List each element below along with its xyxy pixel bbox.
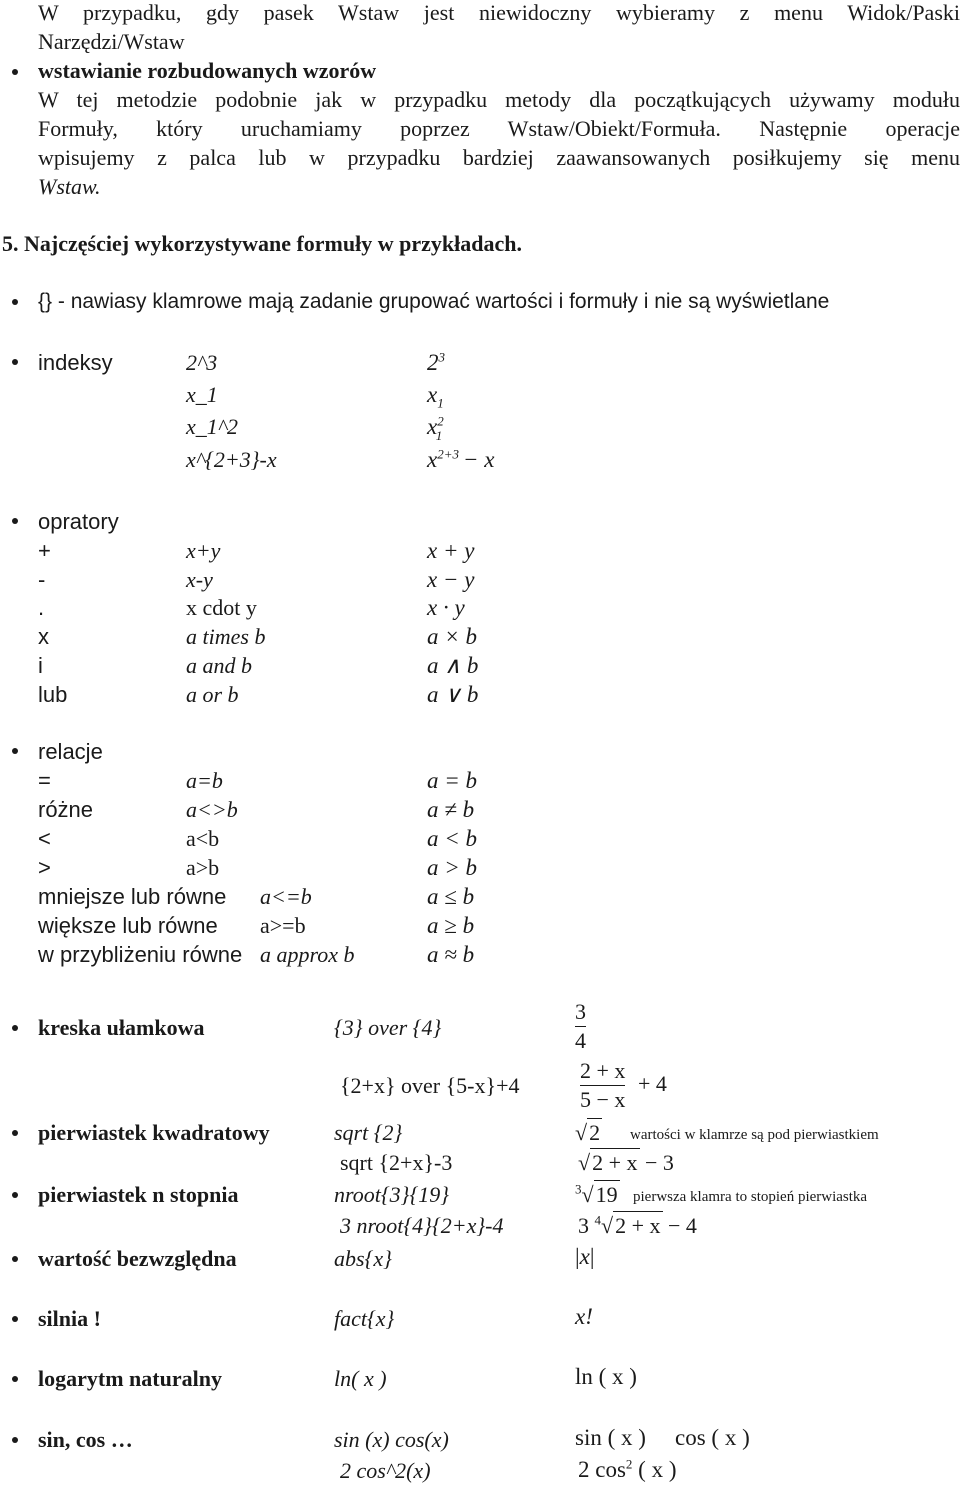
operator-result: x − y (427, 567, 475, 592)
relation-symbol: = (38, 768, 51, 793)
operator-code: x-y (186, 567, 213, 592)
radical-icon: √ (578, 1150, 591, 1175)
opratory-label: opratory (38, 509, 119, 534)
ln-label: logarytm naturalny (38, 1366, 222, 1391)
bullet-icon (12, 518, 18, 524)
trig-result-sin: sin ( x ) (575, 1425, 646, 1450)
fraction-result-2: 2 + x 5 − x (580, 1058, 626, 1112)
sqrt-label: pierwiastek kwadratowy (38, 1120, 270, 1145)
operator-symbol: x (38, 624, 49, 649)
bullet-icon (12, 359, 18, 365)
operator-symbol: . (38, 595, 45, 620)
paragraph-line-4: Wstaw. (38, 174, 101, 199)
braces-note: {} - nawiasy klamrowe mają zadanie grupować wartości i formuły i nie są wyświetlane (38, 290, 830, 313)
bullet-icon (12, 1025, 18, 1031)
operator-result: a × b (427, 624, 478, 649)
operator-code: a times b (186, 624, 266, 649)
fact-label: silnia ! (38, 1306, 101, 1331)
index-result (427, 351, 445, 374)
radical-icon: √ (581, 1182, 594, 1207)
index-sub: 1 (437, 395, 444, 411)
relation-code: a approx b (260, 942, 355, 967)
paragraph-line-3: wpisujemy z palca lub w przypadku bardziej zaawansowanych posiłkujemy się menu (38, 145, 960, 170)
radical-icon: √ (601, 1213, 614, 1238)
relation-symbol: mniejsze lub równe (38, 884, 227, 909)
fraction-label: kreska ułamkowa (38, 1015, 205, 1040)
radical-icon: √ (575, 1120, 588, 1145)
bullet-icon (12, 1192, 18, 1198)
bullet-icon (12, 299, 18, 305)
index-code: 2^3 (186, 350, 218, 375)
abs-result: |x| (575, 1244, 595, 1269)
section-title-wzory: wstawianie rozbudowanych wzorów (38, 58, 377, 83)
operator-result: a ∧ b (427, 653, 479, 678)
operator-result: x · y (427, 595, 465, 620)
relation-code: a<>b (186, 797, 238, 822)
relation-symbol: większe lub równe (38, 913, 218, 938)
relation-symbol: w przybliżeniu równe (38, 942, 243, 967)
index-sup: 2+3 (437, 446, 459, 462)
index-code: x^{2+3}-x (186, 447, 277, 472)
operator-symbol: i (38, 653, 43, 678)
index-sup: 3 (438, 349, 445, 365)
index-base: 2 (427, 350, 439, 375)
operator-result: a ∨ b (427, 682, 479, 707)
index-code: x_1^2 (186, 414, 239, 439)
relation-code: a>b (186, 855, 220, 880)
intro-line-1: W przypadku, gdy pasek Wstaw jest niewidoczny wybieramy z menu Widok/Paski (38, 0, 960, 25)
relation-result: a ≈ b (427, 942, 475, 967)
relation-symbol: różne (38, 797, 94, 822)
intro-line-2: Narzędzi/Wstaw (38, 29, 185, 54)
operator-symbol: + (38, 538, 51, 563)
operator-symbol: - (38, 567, 46, 592)
paragraph-line-2: Formuły, który uruchamiamy poprzez Wstaw/Obiekt/Formuła. Następnie operacje (38, 116, 960, 141)
bullet-icon (12, 1130, 18, 1136)
nroot-note: pierwsza klamra to stopień pierwiastka (633, 1189, 868, 1205)
fraction-tail-2: + 4 (638, 1071, 667, 1096)
index-code: x_1 (186, 382, 218, 407)
indeksy-label: indeksy (38, 350, 113, 375)
index-base: x (427, 414, 438, 439)
abs-label: wartość bezwzględna (38, 1246, 237, 1271)
relation-result: a > b (427, 855, 478, 880)
relation-result: a < b (427, 826, 478, 851)
trig-result-cos: cos ( x ) (675, 1425, 750, 1450)
relation-result: a ≥ b (427, 913, 475, 938)
index-base: x (427, 382, 438, 407)
bullet-icon (12, 1316, 18, 1322)
index-result (427, 448, 494, 471)
bullet-icon (12, 1437, 18, 1443)
trig-code-2: 2 cos^2(x) (340, 1458, 431, 1483)
bullet-icon (12, 748, 18, 754)
fraction-result-1: 3 4 (575, 999, 586, 1053)
index-result (427, 413, 444, 443)
trig-code-1: sin (x) cos(x) (334, 1427, 449, 1452)
sqrt-result-2: √2 + x − 3 (578, 1150, 674, 1175)
ln-code: ln( x ) (334, 1366, 387, 1391)
relacje-label: relacje (38, 739, 103, 764)
section-heading-5: 5. Najczęściej wykorzystywane formuły w przykładach. (2, 231, 522, 256)
relation-symbol: < (38, 826, 51, 851)
trig-label: sin, cos … (38, 1427, 133, 1452)
bullet-icon (12, 69, 18, 75)
relation-result: a ≠ b (427, 797, 475, 822)
nroot-label: pierwiastek n stopnia (38, 1182, 239, 1207)
bullet-icon (12, 1376, 18, 1382)
sqrt-code-1: sqrt {2} (334, 1120, 403, 1145)
operator-code: a and b (186, 653, 252, 678)
operator-result: x + y (427, 538, 475, 563)
index-base: x (427, 447, 438, 472)
fraction-code-2: {2+x} over {5-x}+4 (340, 1073, 520, 1098)
relation-result: a ≤ b (427, 884, 475, 909)
paragraph-line-1: W tej metodzie podobnie jak w przypadku metody dla początkujących używamy modułu (38, 87, 960, 112)
operator-code: x cdot y (186, 595, 257, 620)
index-sup: 2 (437, 413, 444, 429)
relation-result: a = b (427, 768, 478, 793)
fact-code: fact{x} (334, 1306, 395, 1331)
ln-result: ln ( x ) (575, 1364, 637, 1389)
sqrt-note: wartości w klamrze są pod pierwiastkiem (630, 1127, 879, 1143)
operator-symbol: lub (38, 682, 68, 707)
fact-result: x! (575, 1304, 593, 1329)
index-result (427, 382, 444, 411)
fraction-code-1: {3} over {4} (334, 1015, 442, 1040)
index-tail: − x (463, 447, 495, 472)
operator-code: a or b (186, 682, 239, 707)
nroot-code-2: 3 nroot{4}{2+x}-4 (340, 1213, 504, 1238)
sqrt-code-2: sqrt {2+x}-3 (340, 1150, 453, 1175)
relation-code: a=b (186, 768, 223, 793)
sqrt-result-1: √2 (575, 1120, 601, 1145)
relation-code: a<b (186, 826, 220, 851)
index-sub: 1 (435, 427, 443, 443)
relation-code: a<=b (260, 884, 312, 909)
nroot-result-2: 3 $^4$√2 + x − 4 (578, 1212, 697, 1238)
abs-code: abs{x} (334, 1246, 392, 1271)
relation-symbol: > (38, 855, 51, 880)
bullet-icon (12, 1256, 18, 1262)
relation-code: a>=b (260, 913, 306, 938)
nroot-result-1: $^3$√19 (575, 1181, 618, 1207)
operator-code: x+y (186, 538, 221, 563)
nroot-code-1: nroot{3}{19} (334, 1182, 450, 1207)
trig-result-2: 2 $\cos^2$ ( x ) (578, 1456, 677, 1482)
